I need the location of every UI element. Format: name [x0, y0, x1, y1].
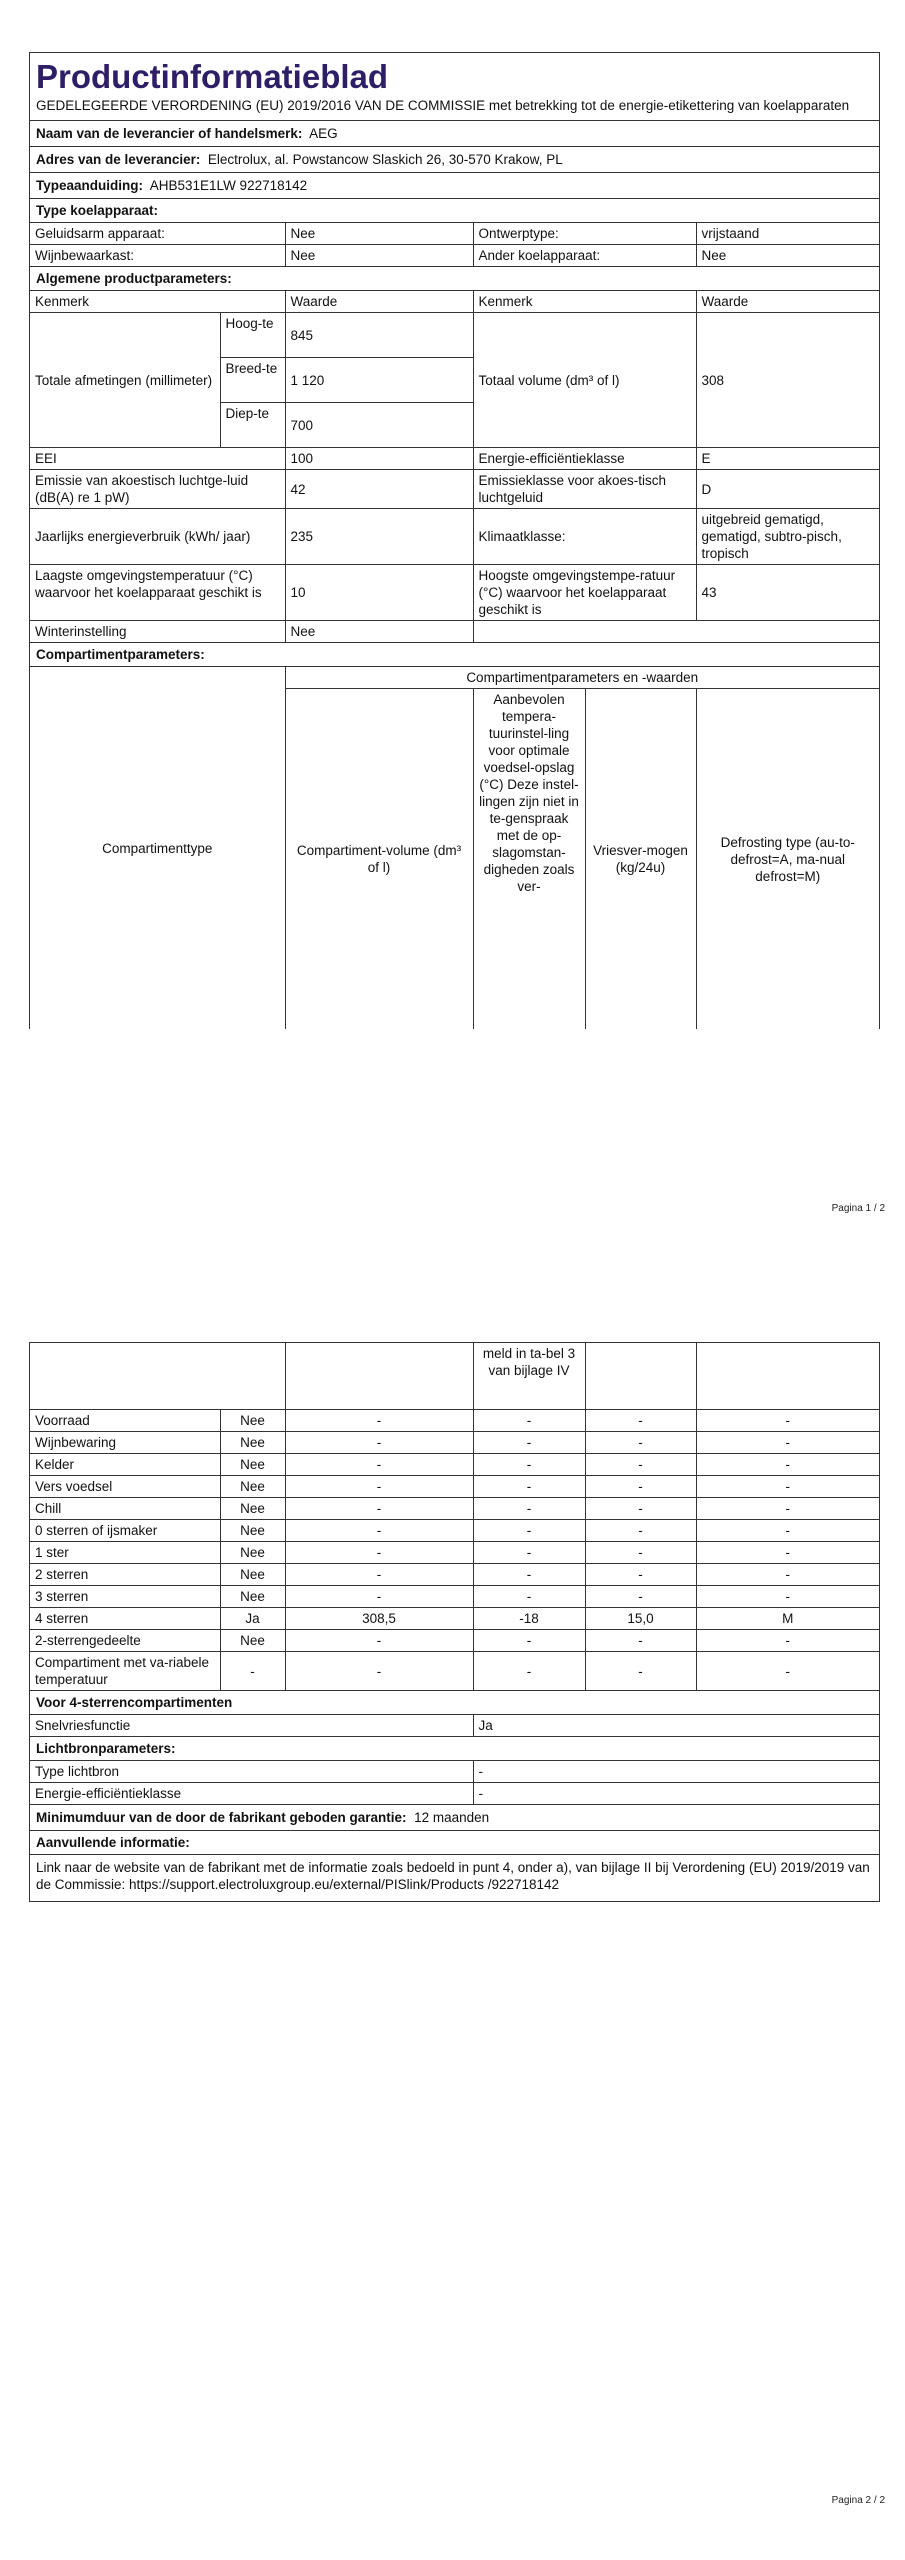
col-kenmerk: Kenmerk — [30, 291, 285, 313]
light-type-row — [30, 1761, 879, 1783]
comp-params-label: Compartimentparameters en -waarden — [285, 667, 879, 689]
compartment-temperature: - — [473, 1564, 585, 1586]
compartment-name: 3 sterren — [30, 1586, 220, 1608]
four-star-header: Voor 4-sterrencompartimenten — [30, 1691, 879, 1715]
quick-freeze-row — [30, 1715, 879, 1737]
param-value: 235 — [285, 509, 473, 565]
compartment-name: Vers voedsel — [30, 1476, 220, 1498]
compartment-name: 2 sterren — [30, 1564, 220, 1586]
compartment-freeze: 15,0 — [585, 1608, 696, 1630]
dim-label: Breed-te — [220, 358, 285, 403]
light-class-label: Energie-efficiëntieklasse — [30, 1783, 473, 1805]
compartment-temperature: - — [473, 1498, 585, 1520]
compartment-defrost: - — [696, 1432, 879, 1454]
compartment-present: Nee — [220, 1564, 285, 1586]
comp-cols-continued-row — [30, 1343, 879, 1410]
dim-value: 1 120 — [285, 358, 473, 403]
compartment-freeze: - — [585, 1432, 696, 1454]
general-header: Algemene productparameters: — [30, 266, 879, 291]
compartment-present: Nee — [220, 1432, 285, 1454]
compartment-present: Nee — [220, 1476, 285, 1498]
volume-value: 308 — [696, 313, 879, 448]
col-temperature: Aanbevolen tempera-tuurinstel-ling voor optimale voedsel-opslag (°C) Deze instel-lingen zijn niet in te-genspraak met de op-slagomstan-digheden zoals ver- — [473, 689, 585, 1030]
param-value: 10 — [285, 565, 473, 621]
type-value: vrijstaand — [696, 223, 879, 245]
compartment-row — [30, 1498, 879, 1520]
quick-freeze-label: Snelvriesfunctie — [30, 1715, 473, 1737]
model-row — [30, 173, 879, 199]
address-label: Adres van de leverancier: — [36, 152, 201, 167]
compartment-present: Nee — [220, 1498, 285, 1520]
light-header: Lichtbronparameters: — [30, 1737, 879, 1761]
type-value: Nee — [696, 245, 879, 267]
compartment-freeze: - — [585, 1630, 696, 1652]
dims-label: Totale afmetingen (millimeter) — [30, 313, 220, 448]
param-key: Emissieklasse voor akoes-tisch luchtgeluid — [473, 470, 696, 509]
type-key: Ontwerptype: — [473, 223, 696, 245]
compartment-volume: - — [285, 1432, 473, 1454]
dim-value: 845 — [285, 313, 473, 358]
dims-row — [30, 313, 879, 358]
param-row — [30, 565, 879, 621]
compartment-defrost: - — [696, 1630, 879, 1652]
general-table — [30, 291, 879, 643]
param-key: Energie-efficiëntieklasse — [473, 448, 696, 470]
model-value: AHB531E1LW 922718142 — [149, 178, 308, 193]
volume-label: Totaal volume (dm³ of l) — [473, 313, 696, 448]
page-1-frame — [29, 52, 880, 1029]
regulation-subtitle: GEDELEGEERDE VERORDENING (EU) 2019/2016 VAN DE COMMISSIE met betrekking tot de energie-etikettering van koelapparaten — [30, 97, 879, 121]
compartment-name: 2-sterrengedeelte — [30, 1630, 220, 1652]
model-label: Typeaanduiding: — [36, 178, 143, 193]
compartment-defrost: - — [696, 1564, 879, 1586]
compartment-defrost: - — [696, 1498, 879, 1520]
compartment-row — [30, 1630, 879, 1652]
compartment-defrost: - — [696, 1542, 879, 1564]
compartment-volume: - — [285, 1630, 473, 1652]
compartment-row — [30, 1410, 879, 1432]
page-number: Pagina 2 / 2 — [831, 2495, 885, 2506]
compartment-name: Wijnbewaring — [30, 1432, 220, 1454]
compartment-temperature: - — [473, 1630, 585, 1652]
light-type-value: - — [473, 1761, 879, 1783]
col-kenmerk: Kenmerk — [473, 291, 696, 313]
param-key: Klimaatklasse: — [473, 509, 696, 565]
type-key: Geluidsarm apparaat: — [30, 223, 285, 245]
compartment-name: 0 sterren of ijsmaker — [30, 1520, 220, 1542]
compartment-volume: - — [285, 1564, 473, 1586]
warranty-label: Minimumduur van de door de fabrikant geboden garantie: — [36, 1810, 407, 1825]
compartment-volume: - — [285, 1454, 473, 1476]
supplier-value: AEG — [309, 126, 338, 141]
dim-value: 700 — [285, 403, 473, 448]
type-key: Wijnbewaarkast: — [30, 245, 285, 267]
col-defrost: Defrosting type (au-to-defrost=A, ma-nual defrost=M) — [696, 689, 879, 1030]
compartment-volume: - — [285, 1652, 473, 1691]
compartment-table — [30, 1343, 879, 1691]
compartment-volume: - — [285, 1476, 473, 1498]
type-header: Type koelapparaat: — [30, 199, 879, 223]
compartment-volume: - — [285, 1410, 473, 1432]
winter-row — [30, 621, 879, 643]
extra-text: Link naar de website van de fabrikant met de informatie zoals bedoeld in punt 4, onder a), van bijlage II bij Verordening (EU) 2019/2019 van de Commissie: https://support.electroluxgroup.eu/external/PISlink/Products /922718142 — [36, 1860, 870, 1892]
compartment-row — [30, 1520, 879, 1542]
comp-type-label: Compartimenttype — [30, 667, 285, 1029]
compartment-volume: - — [285, 1498, 473, 1520]
compartment-temperature: - — [473, 1542, 585, 1564]
compartment-temperature: - — [473, 1476, 585, 1498]
param-row — [30, 470, 879, 509]
param-value: D — [696, 470, 879, 509]
winter-label: Winterinstelling — [30, 621, 285, 643]
compartment-freeze: - — [585, 1410, 696, 1432]
compartment-name: 1 ster — [30, 1542, 220, 1564]
param-value: 100 — [285, 448, 473, 470]
col-freeze: Vriesver-mogen (kg/24u) — [585, 689, 696, 1030]
type-row — [30, 223, 879, 245]
compartment-freeze: - — [585, 1454, 696, 1476]
page-number: Pagina 1 / 2 — [831, 1203, 885, 1214]
compartment-row — [30, 1608, 879, 1630]
compartment-row — [30, 1652, 879, 1691]
compartment-freeze: - — [585, 1564, 696, 1586]
type-row — [30, 245, 879, 267]
compartment-name: Chill — [30, 1498, 220, 1520]
compartment-defrost: - — [696, 1520, 879, 1542]
compartment-freeze: - — [585, 1586, 696, 1608]
dim-label: Diep-te — [220, 403, 285, 448]
compartment-header: Compartimentparameters: — [30, 643, 879, 667]
supplier-row — [30, 121, 879, 147]
compartment-defrost: - — [696, 1586, 879, 1608]
compartment-present: Nee — [220, 1586, 285, 1608]
address-value: Electrolux, al. Powstancow Slaskich 26, 30-570 Krakow, PL — [207, 152, 563, 167]
extra-header: Aanvullende informatie: — [30, 1831, 879, 1855]
page-2-frame — [29, 1342, 880, 1902]
compartment-defrost: - — [696, 1454, 879, 1476]
supplier-label: Naam van de leverancier of handelsmerk: — [36, 126, 303, 141]
compartment-temperature: - — [473, 1586, 585, 1608]
compartment-freeze: - — [585, 1542, 696, 1564]
comp-params-row — [30, 667, 879, 689]
compartment-present: Nee — [220, 1542, 285, 1564]
compartment-defrost: - — [696, 1476, 879, 1498]
param-row — [30, 509, 879, 565]
compartment-volume: - — [285, 1520, 473, 1542]
compartment-present: Ja — [220, 1608, 285, 1630]
compartment-name: Voorraad — [30, 1410, 220, 1432]
compartment-temperature: -18 — [473, 1608, 585, 1630]
compartment-row — [30, 1432, 879, 1454]
compartment-temperature: - — [473, 1410, 585, 1432]
compartment-name: Compartiment met va-riabele temperatuur — [30, 1652, 220, 1691]
compartment-freeze: - — [585, 1652, 696, 1691]
compartment-temperature: - — [473, 1652, 585, 1691]
param-value: E — [696, 448, 879, 470]
compartment-defrost: - — [696, 1410, 879, 1432]
light-table — [30, 1761, 879, 1805]
compartment-freeze: - — [585, 1520, 696, 1542]
compartment-name: 4 sterren — [30, 1608, 220, 1630]
warranty-row — [30, 1805, 879, 1831]
compartment-defrost: - — [696, 1652, 879, 1691]
compartment-volume: - — [285, 1542, 473, 1564]
type-value: Nee — [285, 223, 473, 245]
quick-freeze-value: Ja — [473, 1715, 879, 1737]
compartment-present: Nee — [220, 1454, 285, 1476]
param-value: uitgebreid gematigd, gematigd, subtro-pisch, tropisch — [696, 509, 879, 565]
general-col-header-row — [30, 291, 879, 313]
page-2 — [0, 1280, 905, 2560]
param-value: 42 — [285, 470, 473, 509]
compartment-temperature: - — [473, 1432, 585, 1454]
compartment-present: Nee — [220, 1410, 285, 1432]
compartment-header-table — [30, 667, 879, 1029]
param-key: Laagste omgevingstemperatuur (°C) waarvoor het koelapparaat geschikt is — [30, 565, 285, 621]
winter-value: Nee — [285, 621, 473, 643]
four-star-table — [30, 1715, 879, 1737]
param-row — [30, 448, 879, 470]
compartment-freeze: - — [585, 1498, 696, 1520]
light-class-value: - — [473, 1783, 879, 1805]
compartment-freeze: - — [585, 1476, 696, 1498]
param-key: Emissie van akoestisch luchtge-luid (dB(A) re 1 pW) — [30, 470, 285, 509]
light-type-label: Type lichtbron — [30, 1761, 473, 1783]
compartment-row — [30, 1542, 879, 1564]
compartment-row — [30, 1454, 879, 1476]
type-table — [30, 223, 879, 267]
compartment-name: Kelder — [30, 1454, 220, 1476]
col-volume: Compartiment-volume (dm³ of l) — [285, 689, 473, 1030]
warranty-value: 12 maanden — [414, 1810, 490, 1825]
compartment-present: Nee — [220, 1630, 285, 1652]
compartment-row — [30, 1586, 879, 1608]
light-class-row — [30, 1783, 879, 1805]
param-value: 43 — [696, 565, 879, 621]
col-waarde: Waarde — [696, 291, 879, 313]
param-key: Jaarlijks energieverbruik (kWh/ jaar) — [30, 509, 285, 565]
page-title: Productinformatieblad — [36, 58, 389, 95]
col-temperature-continued: meld in ta-bel 3 van bijlage IV — [473, 1343, 585, 1410]
col-waarde: Waarde — [285, 291, 473, 313]
compartment-volume: - — [285, 1586, 473, 1608]
compartment-present: Nee — [220, 1520, 285, 1542]
compartment-temperature: - — [473, 1454, 585, 1476]
compartment-row — [30, 1564, 879, 1586]
param-key: Hoogste omgevingstempe-ratuur (°C) waarvoor het koelapparaat geschikt is — [473, 565, 696, 621]
compartment-row — [30, 1476, 879, 1498]
address-row — [30, 147, 879, 173]
compartment-present: - — [220, 1652, 285, 1691]
dim-label: Hoog-te — [220, 313, 285, 358]
compartment-defrost: M — [696, 1608, 879, 1630]
type-value: Nee — [285, 245, 473, 267]
compartment-volume: 308,5 — [285, 1608, 473, 1630]
type-key: Ander koelapparaat: — [473, 245, 696, 267]
compartment-temperature: - — [473, 1520, 585, 1542]
param-key: EEI — [30, 448, 285, 470]
